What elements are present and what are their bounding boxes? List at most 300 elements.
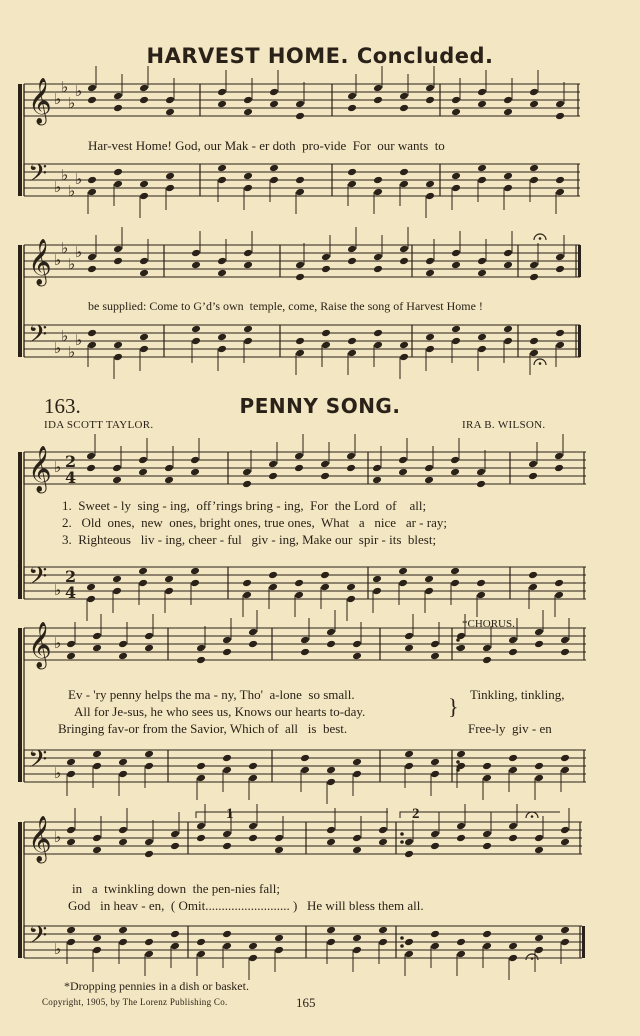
notehead (242, 480, 252, 489)
notehead (451, 325, 461, 334)
notehead (477, 257, 487, 266)
notehead (456, 938, 466, 947)
notehead (191, 249, 201, 258)
notehead (139, 180, 149, 189)
notehead (508, 754, 518, 763)
notehead (274, 846, 284, 855)
clef: 𝄢 (28, 159, 48, 194)
flat-sign: ♭ (54, 828, 62, 846)
notehead (138, 567, 148, 576)
notehead (425, 269, 435, 278)
flat-sign: ♭ (75, 170, 83, 188)
notehead (243, 172, 253, 181)
notehead (560, 754, 570, 763)
notehead (87, 188, 97, 197)
notehead (326, 826, 336, 835)
notehead (560, 826, 570, 835)
notehead (503, 261, 513, 270)
notehead (139, 333, 149, 342)
notehead (248, 628, 258, 637)
notehead (404, 762, 414, 771)
notehead (86, 464, 96, 473)
notehead (113, 180, 123, 189)
notehead (222, 754, 232, 763)
notehead (451, 337, 461, 346)
notehead (144, 750, 154, 759)
notehead (477, 345, 487, 354)
notehead (534, 640, 544, 649)
notehead (399, 257, 409, 266)
notehead (217, 164, 227, 173)
hymn1-title: HARVEST HOME. Concluded. (146, 44, 494, 68)
notehead (477, 100, 487, 109)
notehead (372, 476, 382, 485)
notehead (113, 341, 123, 350)
time-signature-bottom: 4 (65, 468, 77, 487)
notehead (164, 587, 174, 596)
notehead (326, 628, 336, 637)
notehead (425, 192, 435, 201)
notehead (92, 762, 102, 771)
notehead (321, 253, 331, 262)
notehead (118, 926, 128, 935)
notehead (118, 652, 128, 661)
notehead (450, 468, 460, 477)
notehead (503, 172, 513, 181)
notehead (87, 253, 97, 262)
notehead (196, 762, 206, 771)
notehead (378, 926, 388, 935)
notehead (321, 341, 331, 350)
notehead (373, 176, 383, 185)
notehead (450, 456, 460, 465)
notehead (476, 579, 486, 588)
notehead (144, 838, 154, 847)
notehead (404, 850, 414, 859)
notehead (113, 104, 123, 113)
notehead (482, 842, 492, 851)
flat-sign: ♭ (61, 166, 69, 184)
hymn2-author: IDA SCOTT TAYLOR. (44, 419, 154, 431)
notehead (555, 188, 565, 197)
flat-sign: ♭ (75, 243, 83, 261)
notehead (555, 253, 565, 262)
notehead (295, 349, 305, 358)
notehead (165, 96, 175, 105)
flat-sign: ♭ (68, 343, 76, 361)
notehead (346, 464, 356, 473)
notehead (430, 758, 440, 767)
notehead (295, 176, 305, 185)
notehead (217, 100, 227, 109)
hymn2-last1: in a twinkling down the pen-nies fall; (72, 881, 280, 896)
notehead (321, 265, 331, 274)
notehead (425, 96, 435, 105)
notehead (534, 628, 544, 637)
notehead (424, 587, 434, 596)
notehead (295, 261, 305, 270)
copyright: Copyright, 1905, by The Lorenz Publishing Co. (42, 997, 228, 1007)
notehead (430, 930, 440, 939)
notehead (352, 640, 362, 649)
clef: 𝄢 (28, 745, 48, 780)
notehead (346, 595, 356, 604)
notehead (347, 337, 357, 346)
notehead (196, 822, 206, 831)
notehead (243, 96, 253, 105)
flat-sign: ♭ (61, 78, 69, 96)
notehead (196, 656, 206, 665)
notehead (508, 954, 518, 963)
notehead (352, 770, 362, 779)
notehead (430, 830, 440, 839)
notehead (138, 468, 148, 477)
hymn2-cont3: Bringing fav-or from the Savior, Which of all is best. (58, 721, 348, 736)
notehead (508, 822, 518, 831)
notehead (378, 938, 388, 947)
ending-1-label: 1 (226, 806, 234, 822)
notehead (86, 452, 96, 461)
notehead (87, 341, 97, 350)
notehead (347, 180, 357, 189)
notehead (118, 770, 128, 779)
notehead (92, 834, 102, 843)
notehead (373, 329, 383, 338)
clef: 𝄞 (28, 446, 52, 492)
time-signature-top: 2 (65, 567, 77, 586)
notehead (243, 261, 253, 270)
notehead (456, 750, 466, 759)
notehead (66, 640, 76, 649)
notehead (295, 188, 305, 197)
notehead (294, 464, 304, 473)
notehead (112, 476, 122, 485)
notehead (196, 644, 206, 653)
notehead (274, 834, 284, 843)
system-bracket (18, 822, 22, 958)
notehead (118, 826, 128, 835)
flat-sign: ♭ (68, 182, 76, 200)
hymn2-last2: God in heav - en, ( Omit.......................... ) He will bless them all. (68, 898, 424, 913)
system-bracket (18, 84, 22, 196)
notehead (217, 333, 227, 342)
notehead (92, 632, 102, 641)
notehead (66, 826, 76, 835)
notehead (217, 345, 227, 354)
notehead (560, 838, 570, 847)
notehead (66, 770, 76, 779)
notehead (347, 168, 357, 177)
notehead (529, 349, 539, 358)
notehead (555, 100, 565, 109)
notehead (300, 754, 310, 763)
notehead (399, 353, 409, 362)
notehead (144, 850, 154, 859)
notehead (217, 88, 227, 97)
notehead (217, 176, 227, 185)
clef: 𝄞 (28, 816, 52, 862)
notehead (320, 583, 330, 592)
notehead (482, 830, 492, 839)
notehead (560, 636, 570, 645)
notehead (503, 108, 513, 117)
notehead (347, 245, 357, 254)
page-number: 165 (296, 995, 316, 1010)
notehead (508, 766, 518, 775)
notehead (190, 456, 200, 465)
notehead (347, 104, 357, 113)
notehead (451, 108, 461, 117)
hymn2-verse1: 1. Sweet - ly sing - ing, off’rings bring - ing, For the Lord of all; (62, 498, 427, 513)
notehead (425, 257, 435, 266)
notehead (118, 938, 128, 947)
notehead (346, 583, 356, 592)
footnote: *Dropping pennies in a dish or basket. (64, 979, 249, 993)
notehead (222, 766, 232, 775)
notehead (87, 265, 97, 274)
notehead (268, 571, 278, 580)
notehead (139, 84, 149, 93)
notehead (191, 337, 201, 346)
notehead (352, 934, 362, 943)
notehead (529, 88, 539, 97)
notehead (248, 774, 258, 783)
notehead (399, 92, 409, 101)
notehead (503, 184, 513, 193)
notehead (347, 92, 357, 101)
notehead (248, 762, 258, 771)
notehead (191, 325, 201, 334)
flat-sign: ♭ (54, 251, 62, 269)
notehead (529, 337, 539, 346)
notehead (92, 934, 102, 943)
notehead (320, 472, 330, 481)
notehead (87, 84, 97, 93)
ending-2-label: 2 (412, 806, 420, 822)
notehead (508, 834, 518, 843)
notehead (482, 762, 492, 771)
notehead (295, 112, 305, 121)
notehead (242, 579, 252, 588)
flat-sign: ♭ (68, 94, 76, 112)
notehead (352, 846, 362, 855)
notehead (243, 108, 253, 117)
repeat-dot (456, 760, 460, 764)
notehead (482, 930, 492, 939)
hymn1-lyrics-line1: Har-vest Home! God, our Mak - er doth pro-vide For our wants to (88, 138, 445, 153)
system-bracket (18, 628, 22, 782)
notehead (191, 261, 201, 270)
notehead (87, 176, 97, 185)
notehead (378, 826, 388, 835)
notehead (503, 249, 513, 258)
notehead (528, 571, 538, 580)
notehead (300, 766, 310, 775)
notehead (529, 261, 539, 270)
clef: 𝄞 (28, 78, 52, 124)
notehead (425, 345, 435, 354)
notehead (503, 96, 513, 105)
flat-sign: ♭ (61, 239, 69, 257)
notehead (113, 245, 123, 254)
notehead (274, 934, 284, 943)
notehead (320, 460, 330, 469)
notehead (404, 632, 414, 641)
notehead (294, 452, 304, 461)
notehead (373, 188, 383, 197)
notehead (373, 341, 383, 350)
repeat-dot (456, 646, 460, 650)
final-barline (578, 245, 581, 277)
notehead (66, 758, 76, 767)
notehead (378, 838, 388, 847)
notehead (425, 333, 435, 342)
chorus-line2: Free-ly giv - en (468, 721, 552, 736)
notehead (243, 325, 253, 334)
notehead (222, 842, 232, 851)
repeat-dot (400, 936, 404, 940)
notehead (451, 96, 461, 105)
ending-1-bracket (196, 812, 388, 818)
notehead (92, 846, 102, 855)
notehead (373, 84, 383, 93)
notehead (399, 104, 409, 113)
notehead (554, 464, 564, 473)
notehead (300, 648, 310, 657)
final-barline (578, 325, 581, 357)
notehead (222, 930, 232, 939)
notehead (508, 942, 518, 951)
notehead (268, 460, 278, 469)
fermata-dot (531, 815, 534, 818)
notehead (450, 567, 460, 576)
notehead (430, 942, 440, 951)
flat-sign: ♭ (54, 764, 62, 782)
notehead (404, 838, 414, 847)
notehead (476, 480, 486, 489)
notehead (352, 946, 362, 955)
repeat-dot (400, 944, 404, 948)
notehead (248, 942, 258, 951)
notehead (170, 930, 180, 939)
notehead (326, 938, 336, 947)
notehead (482, 656, 492, 665)
notehead (477, 176, 487, 185)
notehead (92, 644, 102, 653)
notehead (399, 341, 409, 350)
notehead (456, 950, 466, 959)
notehead (321, 329, 331, 338)
flat-sign: ♭ (54, 339, 62, 357)
notehead (424, 575, 434, 584)
notehead (243, 184, 253, 193)
notehead (430, 842, 440, 851)
hymn1-lyrics-line2: be supplied: Come to G’d’s own temple, come, Raise the song of Harvest Home ! (88, 299, 483, 313)
flat-sign: ♭ (54, 581, 62, 599)
notehead (352, 652, 362, 661)
notehead (248, 822, 258, 831)
notehead (294, 579, 304, 588)
notehead (139, 345, 149, 354)
notehead (372, 587, 382, 596)
notehead (398, 468, 408, 477)
notehead (352, 758, 362, 767)
notehead (503, 325, 513, 334)
notehead (170, 830, 180, 839)
notehead (66, 938, 76, 947)
notehead (139, 96, 149, 105)
notehead (560, 766, 570, 775)
notehead (113, 353, 123, 362)
notehead (196, 774, 206, 783)
notehead (222, 942, 232, 951)
notehead (560, 648, 570, 657)
notehead (268, 472, 278, 481)
notehead (248, 954, 258, 963)
notehead (482, 644, 492, 653)
notehead (165, 184, 175, 193)
flat-sign: ♭ (75, 82, 83, 100)
notehead (248, 834, 258, 843)
notehead (528, 583, 538, 592)
notehead (118, 758, 128, 767)
notehead (430, 770, 440, 779)
notehead (274, 946, 284, 955)
notehead (87, 96, 97, 105)
notehead (66, 926, 76, 935)
notehead (555, 112, 565, 121)
flat-sign: ♭ (54, 178, 62, 196)
lyrics-brace: } (448, 694, 459, 719)
notehead (295, 337, 305, 346)
notehead (476, 468, 486, 477)
fermata-dot (539, 362, 542, 365)
notehead (144, 950, 154, 959)
notehead (398, 567, 408, 576)
notehead (222, 648, 232, 657)
notehead (477, 88, 487, 97)
notehead (295, 273, 305, 282)
notehead (243, 249, 253, 258)
notehead (451, 184, 461, 193)
notehead (451, 261, 461, 270)
notehead (113, 92, 123, 101)
repeat-dot (400, 832, 404, 836)
notehead (139, 269, 149, 278)
notehead (190, 567, 200, 576)
notehead (534, 834, 544, 843)
notehead (482, 774, 492, 783)
notehead (404, 938, 414, 947)
notehead (508, 636, 518, 645)
notehead (529, 273, 539, 282)
notehead (372, 464, 382, 473)
hymn2-cont1: Ev - 'ry penny helps the ma - ny, Tho' a-lone so small. (68, 687, 355, 702)
notehead (294, 591, 304, 600)
notehead (456, 822, 466, 831)
flat-sign: ♭ (75, 331, 83, 349)
clef: 𝄞 (28, 622, 52, 668)
notehead (326, 778, 336, 787)
notehead (326, 926, 336, 935)
notehead (554, 591, 564, 600)
notehead (165, 172, 175, 181)
flat-sign: ♭ (54, 458, 62, 476)
notehead (555, 341, 565, 350)
hymn2-verse3: 3. Righteous liv - ing, cheer - ful giv - ing, Make our spir - its blest; (62, 532, 437, 547)
notehead (430, 652, 440, 661)
notehead (560, 926, 570, 935)
